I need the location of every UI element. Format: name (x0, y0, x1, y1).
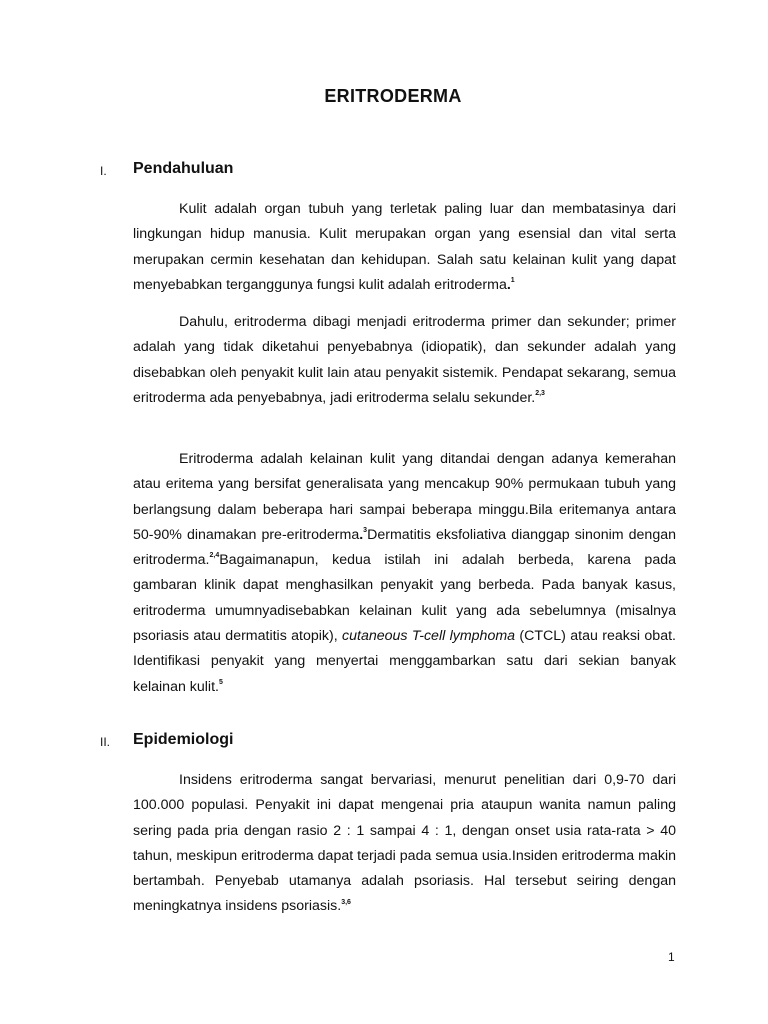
paragraph-text: Bagaimanapun, kedua istilah ini adalah berbeda, karena pada gambaran klinik dapat menghasilkan penyakit yang berbeda. Pada banyak kasus, eritroderma umumnyadisebabkan kelainan kulit yang ada sebelumnya (misalnya psoriasis atau dermatitis atopik), (133, 552, 676, 645)
reference-mark: 3 (363, 527, 368, 535)
italic-term: cutaneous T-cell lymphoma (342, 628, 516, 645)
paragraph-end: . (359, 526, 364, 543)
section-heading: Pendahuluan (133, 160, 234, 177)
paragraph (133, 310, 676, 411)
paragraph (133, 447, 676, 700)
section-heading: Epidemiologi (133, 731, 234, 748)
paragraph-text: Dahulu, eritroderma dibagi menjadi eritroderma primer dan sekunder; primer adalah yang tidak diketahui penyebabnya (idiopatik), dan sekunder adalah yang disebabkan oleh penyakit kulit lain atau penyakit sistemik. Pendapat sekarang, semua eritroderma ada penyebabnya, jadi eritroderma selalu sekunder. (133, 314, 676, 406)
paragraph-text: Insidens eritroderma sangat bervariasi, menurut penelitian dari 0,9-70 dari 100.000 populasi. Penyakit ini dapat mengenai pria ataupun wanita namun paling sering pada pria dengan rasio 2 : 1 sampai 4 : 1, dengan onset usia rata-rata > 40 tahun, meskipun eritroderma dapat terjadi pada semua usia.Insiden eritroderma makin bertambah. Penyebab utamanya adalah psoriasis. Hal tersebut seiring dengan meningkatnya insidens psoriasis. (133, 772, 676, 915)
reference-mark: 2,4 (209, 552, 220, 560)
paragraph-end: . (506, 276, 511, 293)
document-title: ERITRODERMA (324, 86, 462, 106)
paragraph (133, 197, 676, 298)
paragraph-text: Eritroderma adalah kelainan kulit yang ditandai dengan adanya kemerahan atau eritema yang bersifat generalisata yang mencakup 90% permukaan tubuh yang berlangsung dalam beberapa hari sampai beberapa minggu.Bila eritemanya antara 50-90% dinamakan pre-eritroderma (133, 451, 676, 543)
reference-mark: 5 (218, 678, 223, 686)
section-number: I. (100, 164, 107, 178)
reference-mark: 1 (510, 277, 515, 285)
paragraph-text: Dermatitis eksfoliativa dianggap sinonim dengan eritroderma. (133, 526, 676, 569)
paragraph-text: Kulit adalah organ tubuh yang terletak paling luar dan membatasinya dari lingkungan hidup manusia. Kulit merupakan organ yang esensial dan vital serta merupakan cermin kesehatan dan kehidupan. Salah satu kelainan kulit yang dapat menyebabkan terganggunya fungsi kulit adalah eritroderma (133, 201, 676, 293)
section-number: II. (100, 735, 111, 749)
reference-mark: 2,3 (535, 390, 545, 398)
page-number: 1 (668, 950, 675, 964)
paragraph-text: (CTCL) atau reaksi obat. Identifikasi penyakit yang menyertai menggambarkan satu dari sekian banyak kelainan kulit. (133, 628, 676, 695)
reference-mark: 3,6 (341, 898, 351, 906)
paragraph (133, 768, 676, 920)
